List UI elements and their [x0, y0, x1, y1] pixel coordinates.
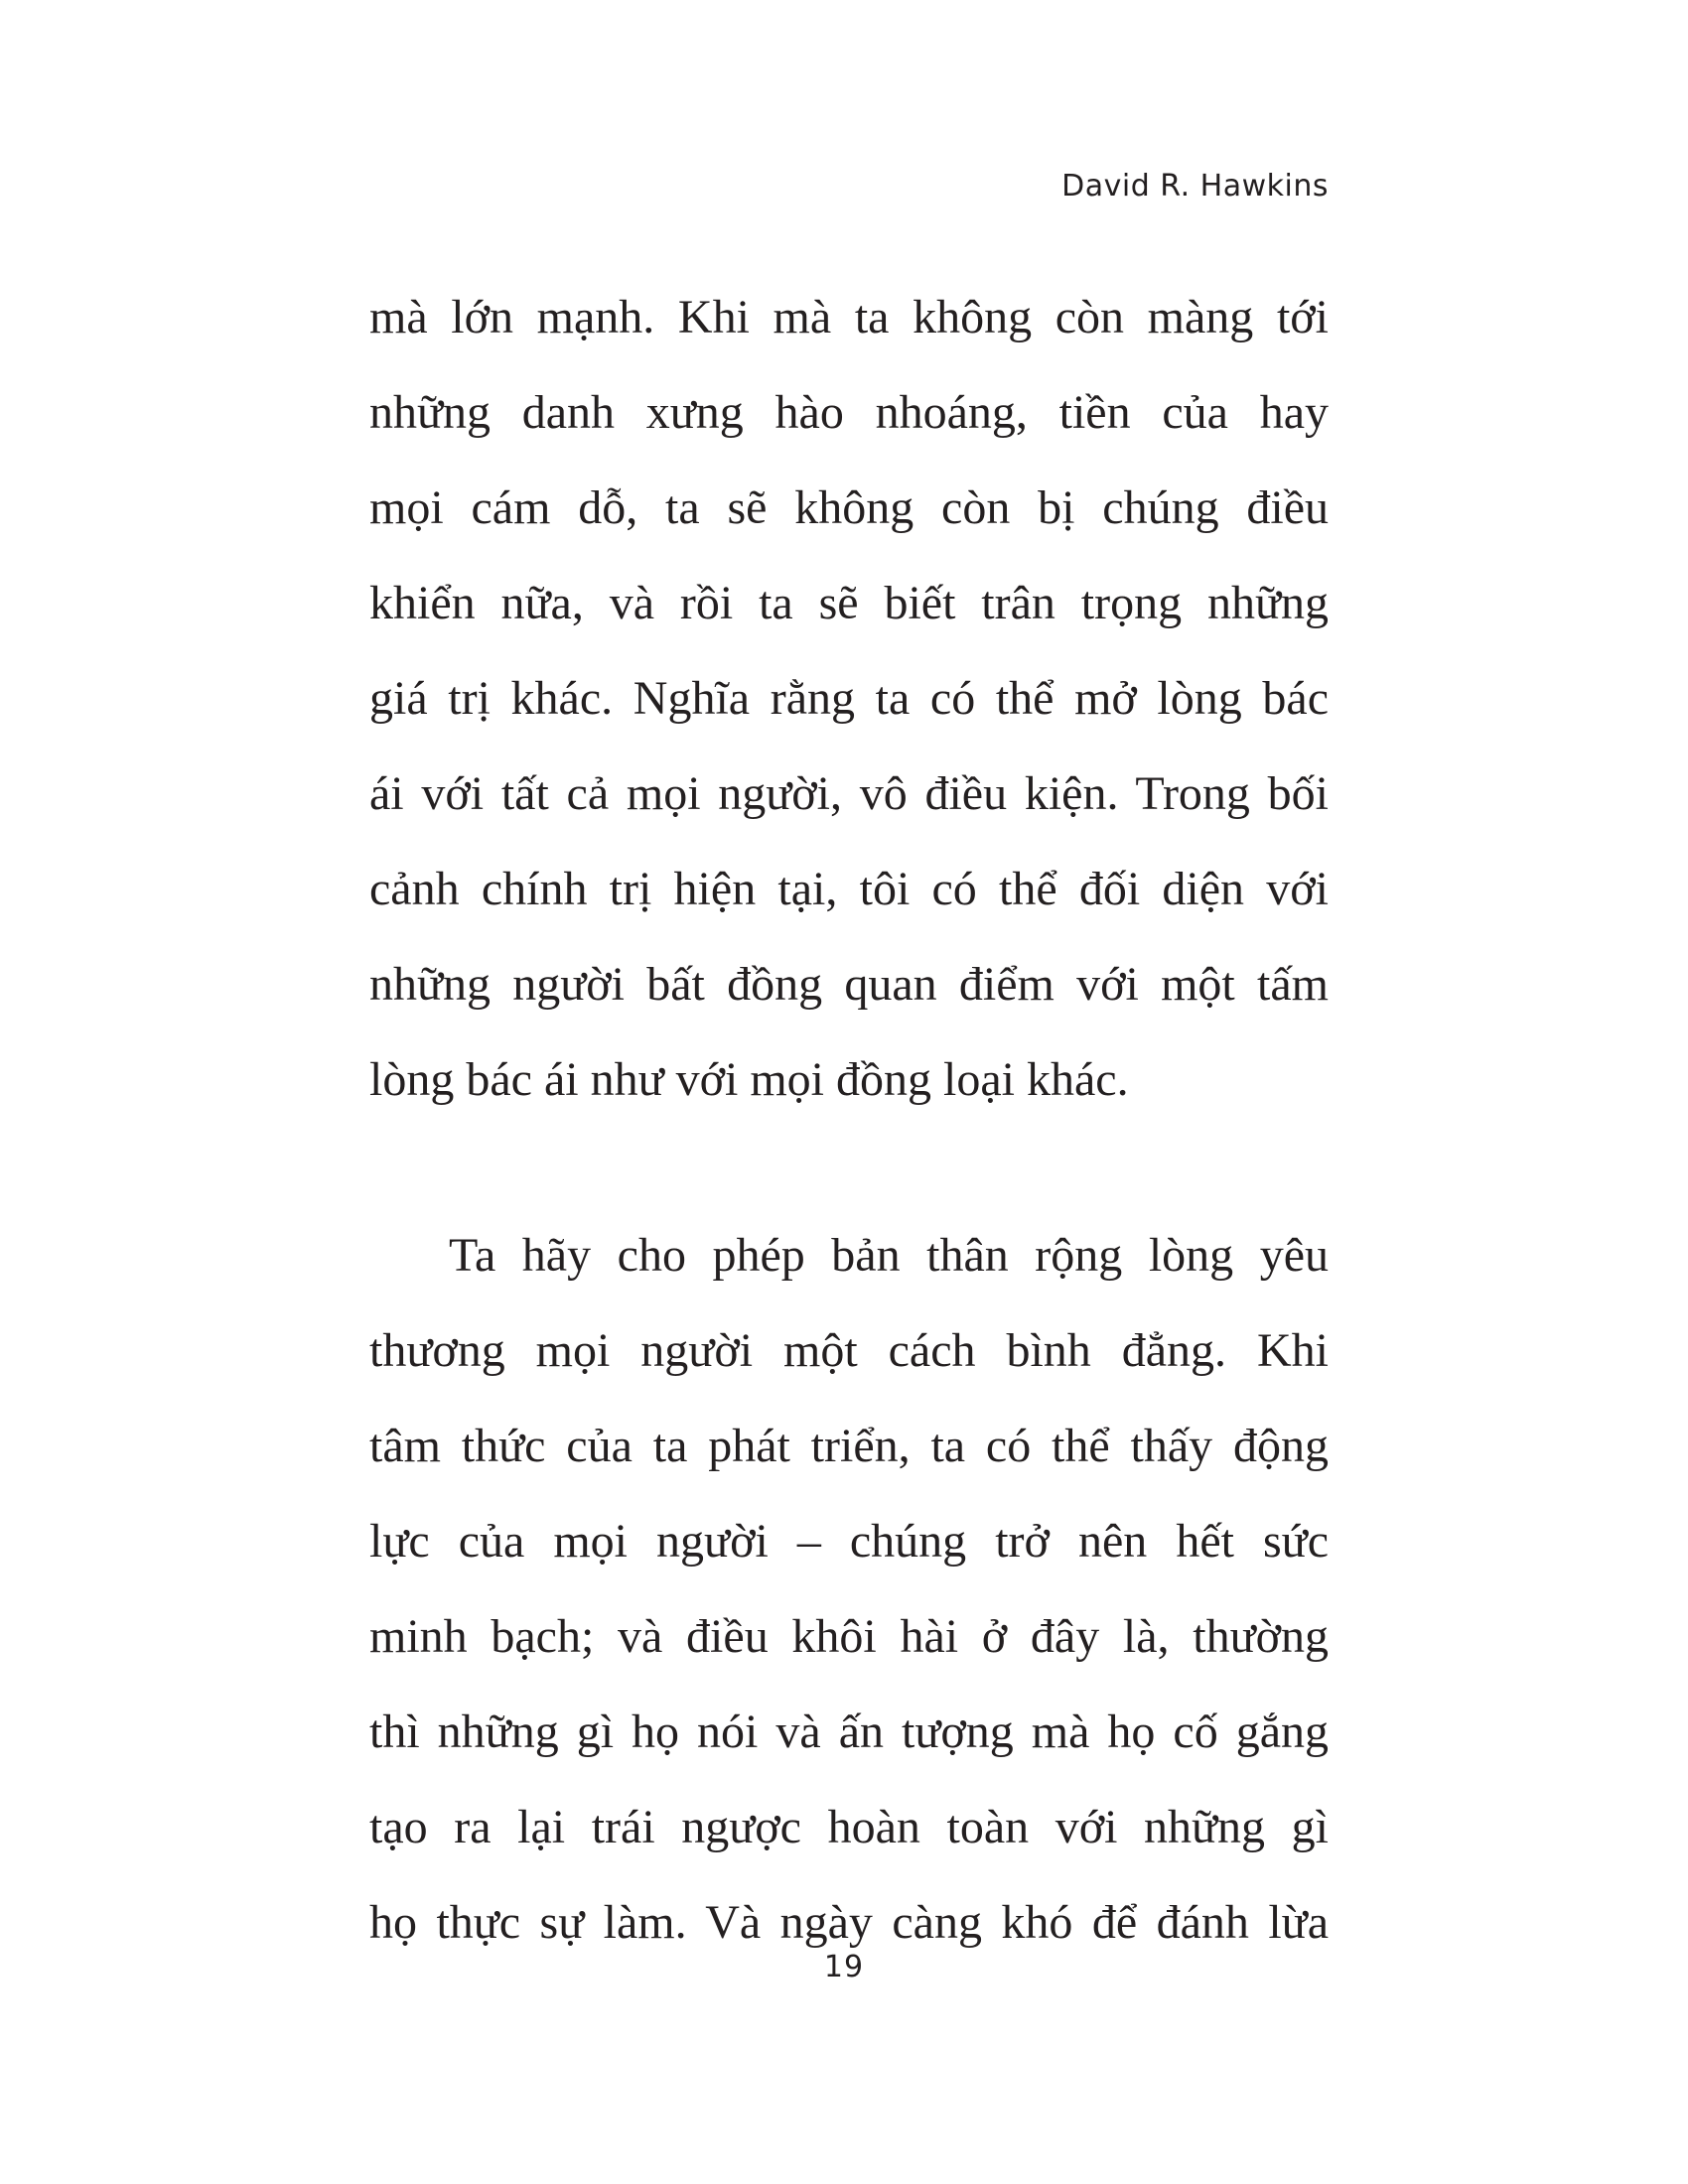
text-line: lực của mọi người – chúng trở nên hết sức — [369, 1515, 1329, 1568]
paragraph-2 — [369, 1218, 1329, 1980]
text-line: cảnh chính trị hiện tại, tôi có thể đối diện với — [369, 863, 1329, 915]
text-line: giá trị khác. Nghĩa rằng ta có thể mở lòng bác — [369, 672, 1329, 725]
text-line: khiển nữa, và rồi ta sẽ biết trân trọng những — [369, 577, 1329, 629]
text-line: thương mọi người một cách bình đẳng. Khi — [369, 1324, 1329, 1377]
text-line: ái với tất cả mọi người, vô điều kiện. Trong bối — [369, 767, 1329, 820]
text-line: tâm thức của ta phát triển, ta có thể thấy động — [369, 1420, 1329, 1472]
text-line: mọi cám dỗ, ta sẽ không còn bị chúng điều — [369, 481, 1329, 534]
text-line: minh bạch; và điều khôi hài ở đây là, thường — [369, 1610, 1329, 1663]
text-line: mà lớn mạnh. Khi mà ta không còn màng tới — [369, 291, 1329, 343]
text-line: Ta hãy cho phép bản thân rộng lòng yêu — [449, 1229, 1329, 1282]
text-line: những người bất đồng quan điểm với một tấm — [369, 958, 1329, 1011]
paragraph-1 — [369, 280, 1329, 1138]
text-line: họ thực sự làm. Và ngày càng khó để đánh lừa — [369, 1896, 1329, 1949]
body-text — [369, 280, 1329, 1980]
text-line: những danh xưng hào nhoáng, tiền của hay — [369, 386, 1329, 439]
text-line: tạo ra lại trái ngược hoàn toàn với những gì — [369, 1801, 1329, 1853]
page-number: 19 — [823, 1950, 865, 1984]
text-line: lòng bác ái như với mọi đồng loại khác. — [369, 1053, 1129, 1106]
paragraph-gap — [369, 1138, 1329, 1218]
text-line: thì những gì họ nói và ấn tượng mà họ cố gắng — [369, 1706, 1329, 1758]
running-head-author: David R. Hawkins — [1061, 169, 1329, 204]
